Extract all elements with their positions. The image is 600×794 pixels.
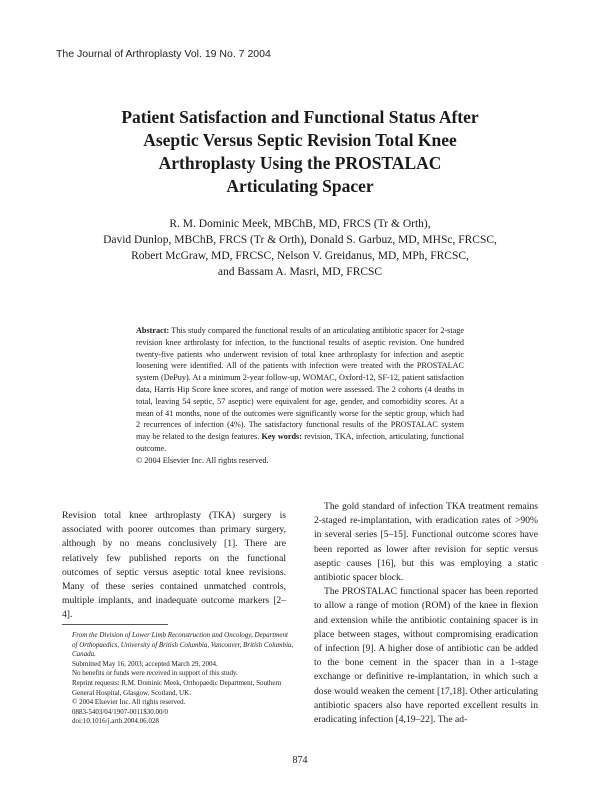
- affiliation-note: From the Division of Lower Limb Reconstruction and Oncology, Department of Orthopaedics, University of British Columbia, Vancouver, British Columbia, Canada.: [72, 631, 294, 659]
- article-title: [60, 106, 540, 198]
- footnote-divider: [62, 624, 168, 625]
- author-line: and Bassam A. Masri, MD, FRCSC: [217, 266, 383, 278]
- abstract-label: Abstract:: [136, 326, 170, 335]
- page-number: 874: [292, 755, 308, 766]
- doi-note: doi:10.1016/j.arth.2004.06.028: [72, 717, 159, 726]
- author-list: [60, 216, 540, 280]
- reprints-note: Reprint requests: R.M. Dominic Meek, Orthopaedic Department, Southern General Hospital, Glasgow, Scotland, UK.: [72, 678, 282, 697]
- author-line: Robert McGraw, MD, FRCSC, Nelson V. Greidanus, MD, MPh, FRCSC,: [131, 250, 469, 262]
- body-right-column: [314, 500, 538, 727]
- journal-header: The Journal of Arthroplasty Vol. 19 No. 7 2004: [56, 48, 271, 60]
- submitted-note: Submitted May 16, 2003; accepted March 29, 2004.: [72, 659, 218, 668]
- author-line: R. M. Dominic Meek, MBChB, MD, FRCS (Tr & Orth),: [169, 218, 431, 230]
- keywords-text: revision, TKA, infection, articulating, functional outcome.: [136, 432, 465, 453]
- body-paragraph: The gold standard of infection TKA treatment remains 2-staged re-implantation, with eradication rates of >90% in several series [5–15]. Functional outcome scores have been reported as lower after revision for septic versus aseptic causes [16], but this was employing a static antibiotic spacer block.: [314, 501, 538, 584]
- abstract-text: This study compared the functional results of an articulating antibiotic spacer for 2-stage revision knee arthrolasty for infection, to the functional results of aseptic revision. One hundred twenty-five patients who underwent revision of total knee arthroplasty for infection and aseptic loosening were identified. All of the patients with infection were treated with the PROSTALAC system (DePuy). At a minimum 2-year follow-up, WOMAC, Oxford-12, SF-12, patient satisfaction data, Harris Hip Score knee scores, and range of motion were assessed. The 2 cohorts (4 deaths in total, leaving 54 septic, 57 aseptic) were equivalent for age, gender, and comorbidity scores. At a mean of 41 months, none of the outcomes were significantly worse for the septic group, which had 2 recurrences of infection (4%). The satisfactory functional results of the PROSTALAC system may be related to the design features.: [136, 326, 464, 442]
- title-line: Aseptic Versus Septic Revision Total Knee: [143, 130, 457, 150]
- title-line: Patient Satisfaction and Functional Status After: [121, 107, 479, 127]
- copyright-note: © 2004 Elsevier Inc. All rights reserved.: [72, 698, 186, 707]
- body-paragraph: Revision total knee arthroplasty (TKA) surgery is associated with poorer outcomes than primary surgery, although by no means conclusively [1]. There are relatively few published reports on the functional outcomes of septic versus aseptic total knee revisions. Many of these series contained unmatched controls, multiple implants, and inadequate outcome markers [2–4].: [62, 510, 286, 621]
- abstract: [136, 325, 464, 467]
- body-left-column: [62, 509, 286, 623]
- abstract-copyright: © 2004 Elsevier Inc. All rights reserved.: [136, 455, 269, 465]
- keywords-label: Key words:: [261, 432, 302, 442]
- footnotes: [62, 631, 294, 727]
- title-line: Articulating Spacer: [226, 176, 374, 196]
- funding-note: No benefits or funds were received in support of this study.: [72, 669, 238, 678]
- issn-note: 0883-5403/04/1907-0011$30.00/0: [72, 707, 168, 716]
- author-line: David Dunlop, MBChB, FRCS (Tr & Orth), Donald S. Garbuz, MD, MHSc, FRCSC,: [103, 234, 497, 246]
- body-paragraph: The PROSTALAC functional spacer has been reported to allow a range of motion (ROM) of the knee in flexion and extension while the antibiotic containing spacer is in place between stages, without compromising eradication of infection [9]. A higher dose of antibiotic can be added to the bone cement in the spacer than in a 1-stage exchange or definitive re-implantation, in which such a dose would weaken the cement [17,18]. Other articulating antibiotic spacers also have reported excellent results in eradicating infection [4,19–22]. The ad-: [314, 586, 538, 726]
- title-line: Arthroplasty Using the PROSTALAC: [158, 153, 442, 173]
